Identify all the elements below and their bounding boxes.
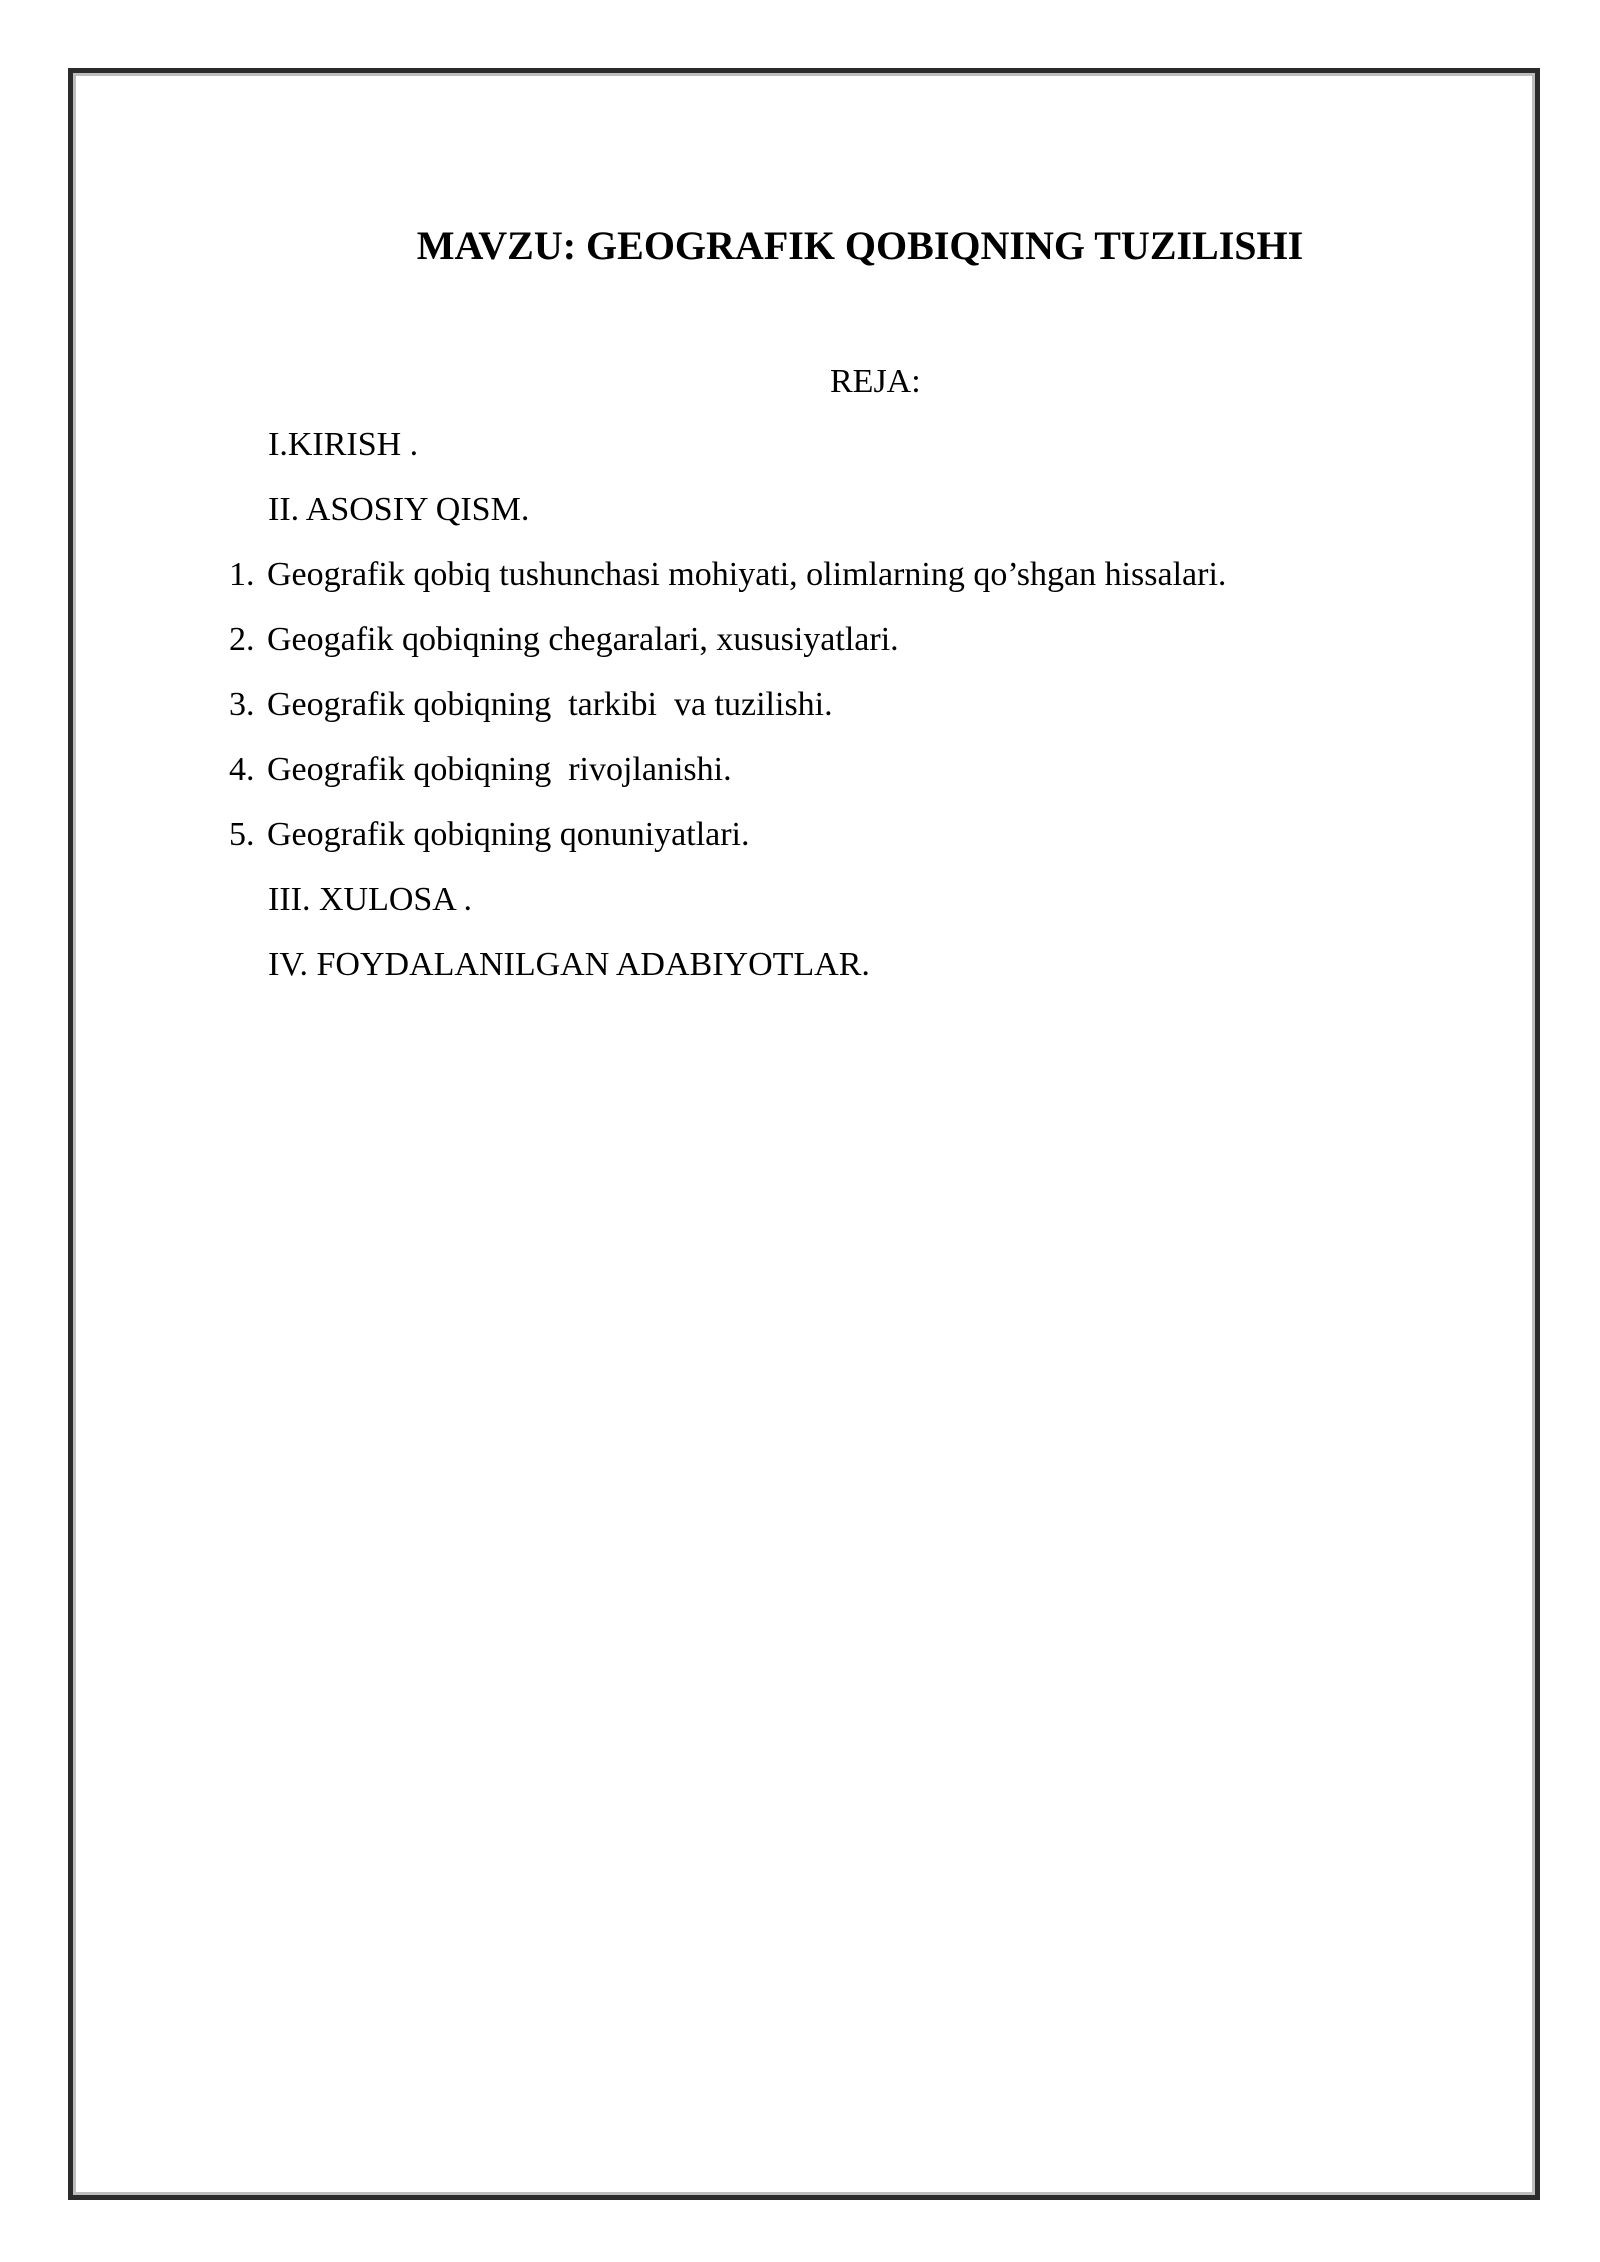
plan-item-number: 1. — [229, 556, 255, 593]
plan-item-text: Geografik qobiqning rivojlanishi. — [267, 751, 732, 788]
plan-item — [229, 616, 899, 664]
plan-item-text: Geogafik qobiqning chegaralari, xususiyatlari. — [267, 621, 899, 658]
plan-item — [229, 746, 732, 794]
document-title: MAVZU: GEOGRAFIK QOBIQNING TUZILISHI — [416, 223, 1304, 268]
plan-item-text: Geografik qobiqning tarkibi va tuzilishi. — [267, 686, 833, 723]
plan-item-number: 4. — [229, 751, 255, 788]
page-border — [68, 68, 1540, 2200]
plan-references: IV. FOYDALANILGAN ADABIYOTLAR. — [268, 946, 870, 983]
plan-item — [229, 811, 750, 859]
plan-item — [229, 551, 1226, 599]
plan-item-text: Geografik qobiqning qonuniyatlari. — [267, 816, 750, 853]
plan-item-number: 2. — [229, 621, 255, 658]
plan-item-text: Geografik qobiq tushunchasi mohiyati, olimlarning qo’shgan hissalari. — [267, 556, 1227, 593]
plan-item-number: 3. — [229, 686, 255, 723]
plan-heading: REJA: — [830, 363, 921, 400]
plan-main-part: II. ASOSIY QISM. — [268, 491, 530, 528]
plan-conclusion: III. XULOSA . — [268, 881, 472, 918]
plan-item-number: 5. — [229, 816, 255, 853]
plan-item — [229, 681, 833, 729]
plan-intro: I.KIRISH . — [268, 426, 419, 463]
